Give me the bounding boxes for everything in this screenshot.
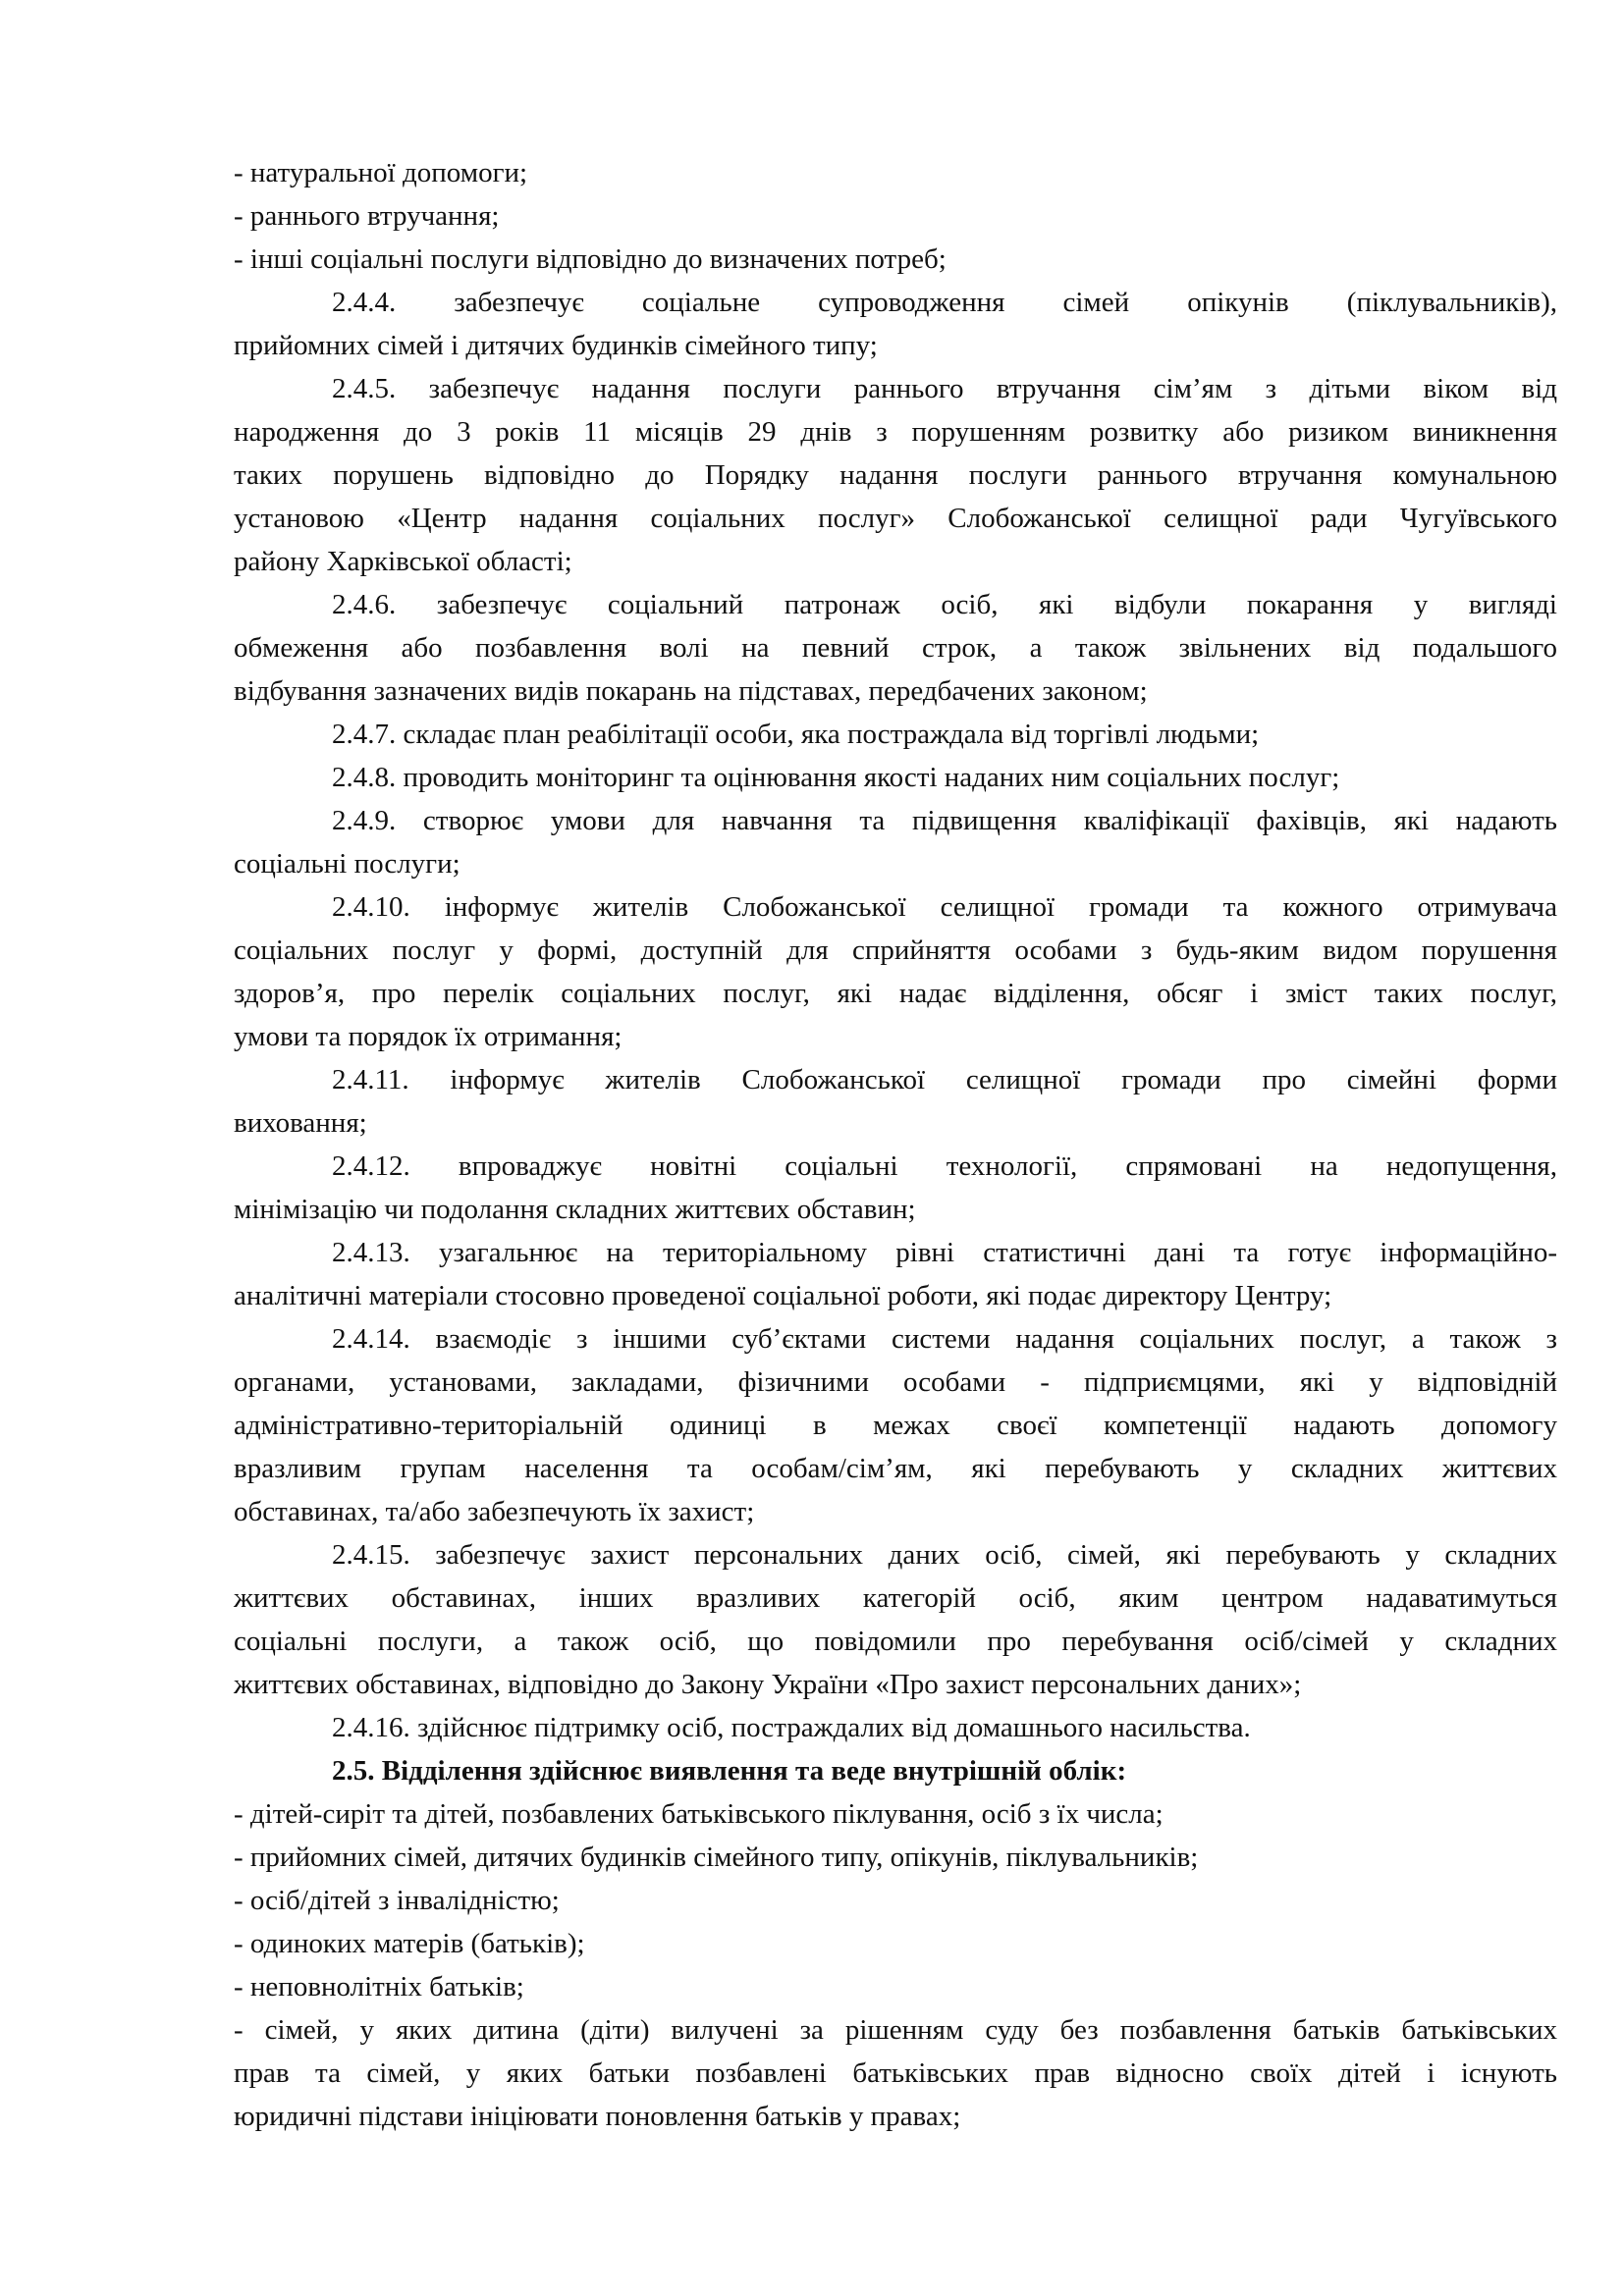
text-line: прав та сімей, у яких батьки позбавлені батьківських прав відносно своїх дітей і існують	[234, 2057, 1557, 2089]
text-line: 2.4.4. забезпечує соціальне супроводження сімей опікунів (піклувальників),	[332, 287, 1557, 318]
section-heading: 2.5. Відділення здійснює виявлення та веде внутрішній облік:	[332, 1755, 1127, 1787]
text-line: 2.4.13. узагальнює на територіальному рівні статистичні дані та готує інформаційно-	[332, 1237, 1557, 1268]
text-line: 2.4.14. взаємодіє з іншими суб’єктами системи надання соціальних послуг, а також з	[332, 1323, 1557, 1355]
text-line: району Харківської області;	[234, 546, 572, 577]
text-line: умови та порядок їх отримання;	[234, 1021, 623, 1052]
text-line: соціальні послуги;	[234, 848, 460, 880]
text-line: юридичні підстави ініціювати поновлення батьків у правах;	[234, 2101, 961, 2132]
text-line: прийомних сімей і дитячих будинків сімейного типу;	[234, 330, 878, 361]
text-line: здоров’я, про перелік соціальних послуг, які надає відділення, обсяг і зміст таких послуг,	[234, 978, 1557, 1009]
text-line: установою «Центр надання соціальних послуг» Слобожанської селищної ради Чугуївського	[234, 503, 1557, 534]
text-line: 2.4.9. створює умови для навчання та підвищення кваліфікації фахівців, які надають	[332, 805, 1557, 836]
text-line: аналітичні матеріали стосовно проведеної соціальної роботи, які подає директору Центру;	[234, 1280, 1332, 1311]
text-line: життєвих обставинах, інших вразливих категорій осіб, яким центром надаватимуться	[234, 1582, 1557, 1614]
text-line: - раннього втручання;	[234, 200, 500, 232]
text-line: вразливим групам населення та особам/сім’ям, які перебувають у складних життєвих	[234, 1453, 1557, 1484]
text-line: обставинах, та/або забезпечують їх захист;	[234, 1496, 755, 1527]
text-line: - одиноких матерів (батьків);	[234, 1928, 585, 1959]
text-line: - натуральної допомоги;	[234, 157, 528, 188]
text-line: відбування зазначених видів покарань на підставах, передбачених законом;	[234, 675, 1148, 707]
text-line: 2.4.8. проводить моніторинг та оцінювання якості наданих ним соціальних послуг;	[332, 762, 1340, 793]
text-line: 2.4.10. інформує жителів Слобожанської селищної громади та кожного отримувача	[332, 891, 1557, 923]
text-line: соціальні послуги, а також осіб, що повідомили про перебування осіб/сімей у складних	[234, 1626, 1557, 1657]
text-line: виховання;	[234, 1107, 367, 1139]
text-line: 2.4.6. забезпечує соціальний патронаж осіб, які відбули покарання у вигляді	[332, 589, 1557, 620]
document-page	[234, 151, 1557, 2138]
text-line: 2.4.11. інформує жителів Слобожанської селищної громади про сімейні форми	[332, 1064, 1557, 1095]
text-line: 2.4.5. забезпечує надання послуги раннього втручання сім’ям з дітьми віком від	[332, 373, 1557, 404]
text-line: мінімізацію чи подолання складних життєвих обставин;	[234, 1194, 916, 1225]
text-line: 2.4.16. здійснює підтримку осіб, постраждалих від домашнього насильства.	[332, 1712, 1251, 1743]
text-line: - сімей, у яких дитина (діти) вилучені за рішенням суду без позбавлення батьків батьківських	[234, 2014, 1557, 2046]
text-line: 2.4.12. впроваджує новітні соціальні технології, спрямовані на недопущення,	[332, 1150, 1557, 1182]
text-line: народження до 3 років 11 місяців 29 днів з порушенням розвитку або ризиком виникнення	[234, 416, 1557, 448]
text-line: - неповнолітніх батьків;	[234, 1971, 524, 2002]
text-line: життєвих обставинах, відповідно до Закону України «Про захист персональних даних»;	[234, 1669, 1302, 1700]
text-line: - дітей-сиріт та дітей, позбавлених батьківського піклування, осіб з їх числа;	[234, 1798, 1164, 1830]
text-line: - інші соціальні послуги відповідно до визначених потреб;	[234, 243, 947, 275]
text-line: 2.4.7. складає план реабілітації особи, яка постраждала від торгівлі людьми;	[332, 719, 1260, 750]
text-line: таких порушень відповідно до Порядку надання послуги раннього втручання комунальною	[234, 459, 1557, 491]
text-line: - осіб/дітей з інвалідністю;	[234, 1885, 560, 1916]
text-line: обмеження або позбавлення волі на певний строк, а також звільнених від подальшого	[234, 632, 1557, 664]
text-line: адміністративно-територіальній одиниці в межах своєї компетенції надають допомогу	[234, 1410, 1557, 1441]
text-line: - прийомних сімей, дитячих будинків сімейного типу, опікунів, піклувальників;	[234, 1842, 1199, 1873]
text-line: соціальних послуг у формі, доступній для сприйняття особами з будь-яким видом порушення	[234, 934, 1557, 966]
text-line: органами, установами, закладами, фізичними особами - підприємцями, які у відповідній	[234, 1366, 1557, 1398]
text-line: 2.4.15. забезпечує захист персональних даних осіб, сімей, які перебувають у складних	[332, 1539, 1557, 1571]
